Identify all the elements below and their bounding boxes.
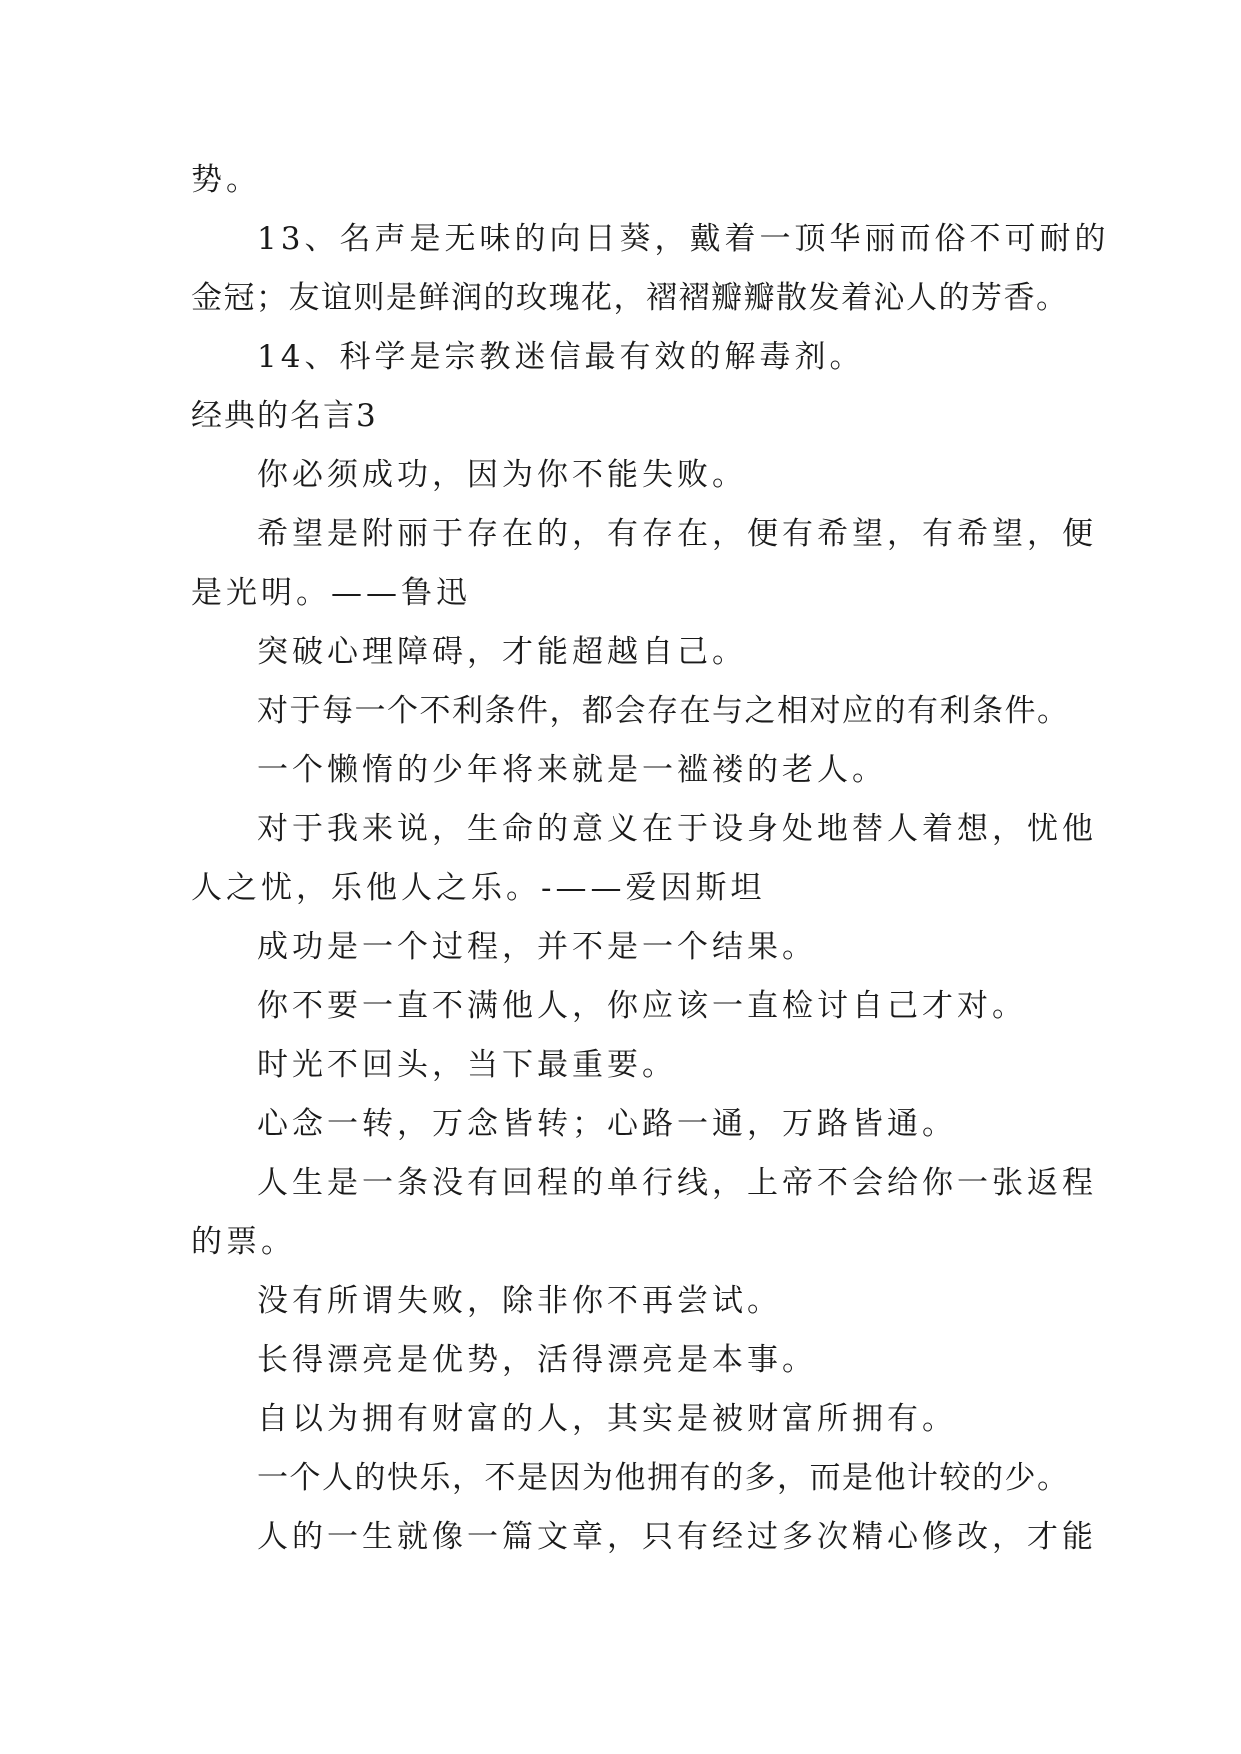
paragraph-line: 突破心理障碍，才能超越自己。 (257, 634, 747, 670)
paragraph-line: 14、科学是宗教迷信最有效的解毒剂。 (257, 339, 865, 375)
paragraph-line: 金冠；友谊则是鲜润的玫瑰花，褶褶瓣瓣散发着沁人的芳香。 (191, 280, 1069, 316)
paragraph-line: 长得漂亮是优势，活得漂亮是本事。 (257, 1342, 817, 1378)
paragraph-line: 对于我来说，生命的意义在于设身处地替人着想，忧他 (257, 811, 1097, 847)
paragraph-line: 成功是一个过程，并不是一个结果。 (257, 929, 817, 965)
paragraph-line: 13、名声是无味的向日葵，戴着一顶华丽而俗不可耐的 (257, 221, 1110, 257)
paragraph-line: 势。 (191, 162, 261, 198)
paragraph-line: 一个人的快乐，不是因为他拥有的多，而是他计较的少。 (257, 1460, 1070, 1496)
paragraph-line: 一个懒惰的少年将来就是一褴褛的老人。 (257, 752, 887, 788)
document-page (191, 160, 1110, 1576)
paragraph-line: 人的一生就像一篇文章，只有经过多次精心修改，才能 (257, 1519, 1097, 1555)
section-heading: 经典的名言3 (191, 398, 378, 434)
paragraph-line: 你必须成功，因为你不能失败。 (257, 457, 747, 493)
paragraph-line: 没有所谓失败，除非你不再尝试。 (257, 1283, 782, 1319)
paragraph-line: 心念一转，万念皆转；心路一通，万路皆通。 (257, 1106, 957, 1142)
paragraph-line: 希望是附丽于存在的，有存在，便有希望，有希望，便 (257, 516, 1097, 552)
paragraph-line: 人生是一条没有回程的单行线，上帝不会给你一张返程 (257, 1165, 1097, 1201)
paragraph-line: 自以为拥有财富的人，其实是被财富所拥有。 (257, 1401, 957, 1437)
paragraph-line: 时光不回头，当下最重要。 (257, 1047, 677, 1083)
paragraph-line: 的票。 (191, 1224, 296, 1260)
paragraph-line: 是光明。——鲁迅 (191, 575, 471, 611)
paragraph-line: 对于每一个不利条件，都会存在与之相对应的有利条件。 (257, 693, 1070, 729)
paragraph-line: 你不要一直不满他人，你应该一直检讨自己才对。 (257, 988, 1027, 1024)
paragraph-line: 人之忧，乐他人之乐。-——爱因斯坦 (191, 870, 766, 906)
